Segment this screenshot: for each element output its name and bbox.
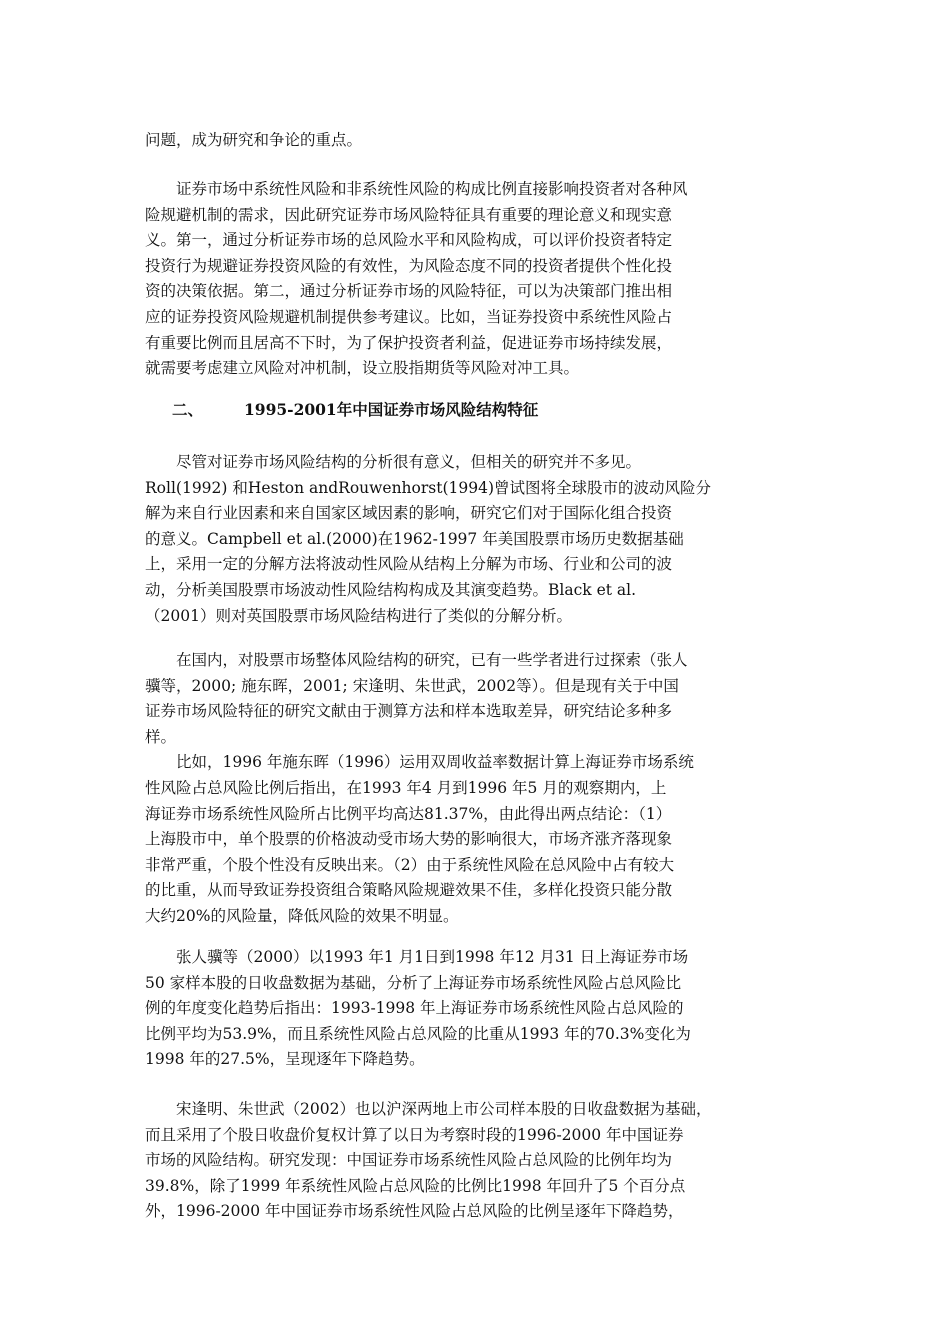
text-line: 性风险占总风险比例后指出，在1993 年4 月到1996 年5 月的观察期内，上 — [145, 778, 667, 797]
text-line: 动，分析美国股票市场波动性风险结构构成及其演变趋势。Black et al. — [145, 580, 637, 599]
text-line: 外，1996-2000 年中国证券市场系统性风险占总风险的比例呈逐年下降趋势， — [145, 1202, 684, 1221]
text-line: 市场的风险结构。研究发现：中国证券市场系统性风险占总风险的比例年均为 — [145, 1151, 673, 1170]
text-line: 例的年度变化趋势后指出：1993-1998 年上海证券市场系统性风险占总风险的 — [145, 999, 684, 1018]
text-line: 骥等，2000; 施东晖，2001; 宋逢明、朱世武，2002等）。但是现有关于中国 — [145, 676, 679, 695]
paragraph-4 — [145, 648, 825, 930]
text-line: 而且采用了个股日收盘价复权计算了以日为考察时段的1996-2000 年中国证券 — [145, 1125, 684, 1144]
text-line: 就需要考虑建立风险对冲机制，设立股指期货等风险对冲工具。 — [145, 359, 580, 378]
text-line: 的意义。Campbell et al.(2000)在1962-1997 年美国股票市场历史数据基础 — [145, 529, 684, 548]
text-line: 投资行为规避证券投资风险的有效性，为风险态度不同的投资者提供个性化投 — [145, 256, 673, 275]
text-line: 上，采用一定的分解方法将波动性风险从结构上分解为市场、行业和公司的波 — [145, 555, 673, 574]
text-line: 样。 — [145, 727, 177, 746]
text-line: 39.8%，除了1999 年系统性风险占总风险的比例比1998 年回升了5 个百分点 — [145, 1176, 686, 1195]
text-line: 险规避机制的需求，因此研究证券市场风险特征具有重要的理论意义和现实意 — [145, 205, 673, 224]
text-line: 1998 年的27.5%，呈现逐年下降趋势。 — [145, 1050, 425, 1069]
paragraph-1 — [145, 128, 825, 154]
text-line: Roll(1992) 和Heston andRouwenhorst(1994)曾试图将全球股市的波动风险分 — [145, 478, 712, 497]
text-line: 尽管对证券市场风险结构的分析很有意义，但相关的研究并不多见。 — [145, 453, 642, 471]
text-line: 大约20%的风险量，降低风险的效果不明显。 — [145, 906, 459, 925]
text-line: 证券市场中系统性风险和非系统性风险的构成比例直接影响投资者对各种风 — [145, 180, 688, 198]
text-line: （2001）则对英国股票市场风险结构进行了类似的分解分析。 — [145, 606, 572, 625]
paragraph-3 — [145, 450, 825, 629]
text-line: 比如，1996 年施东晖（1996）运用双周收益率数据计算上海证券市场系统 — [145, 753, 694, 772]
text-line: 海证券市场系统性风险所占比例平均高达81.37%，由此得出两点结论：（1） — [145, 804, 672, 823]
text-line: 的比重，从而导致证券投资组合策略风险规避效果不佳，多样化投资只能分散 — [145, 881, 673, 900]
text-line: 上海股市中，单个股票的价格波动受市场大势的影响很大，市场齐涨齐落现象 — [145, 830, 673, 849]
text-line: 问题，成为研究和争论的重点。 — [145, 131, 363, 149]
text-line: 非常严重，个股个性没有反映出来。（2）由于系统性风险在总风险中占有较大 — [145, 855, 675, 874]
text-line: 应的证券投资风险规避机制提供参考建议。比如，当证券投资中系统性风险占 — [145, 307, 673, 326]
section-title: 1995-2001年中国证券市场风险结构特征 — [244, 400, 539, 419]
text-line: 宋逢明、朱世武（2002）也以沪深两地上市公司样本股的日收盘数据为基础， — [145, 1100, 712, 1118]
paragraph-5 — [145, 945, 825, 1073]
text-line: 在国内，对股票市场整体风险结构的研究，已有一些学者进行过探索（张人 — [145, 651, 688, 669]
text-line: 资的决策依据。第二，通过分析证券市场的风险特征，可以为决策部门推出相 — [145, 282, 673, 301]
text-line: 义。第一，通过分析证券市场的总风险水平和风险构成，可以评价投资者特定 — [145, 231, 673, 250]
text-line: 证券市场风险特征的研究文献由于测算方法和样本选取差异，研究结论多种多 — [145, 702, 673, 721]
paragraph-2 — [145, 177, 825, 382]
text-line: 解为来自行业因素和来自国家区域因素的影响，研究它们对于国际化组合投资 — [145, 504, 673, 523]
text-line: 50 家样本股的日收盘数据为基础，分析了上海证券市场系统性风险占总风险比 — [145, 973, 682, 992]
text-line: 有重要比例而且居高不下时，为了保护投资者利益，促进证券市场持续发展， — [145, 333, 673, 352]
section-heading — [172, 398, 812, 422]
text-line: 张人骥等（2000）以1993 年1 月1日到1998 年12 月31 日上海证券市场 — [145, 948, 689, 966]
section-number: 二、 — [172, 400, 204, 419]
text-line: 比例平均为53.9%，而且系统性风险占总风险的比重从1993 年的70.3%变化为 — [145, 1024, 691, 1043]
paragraph-6 — [145, 1097, 825, 1225]
